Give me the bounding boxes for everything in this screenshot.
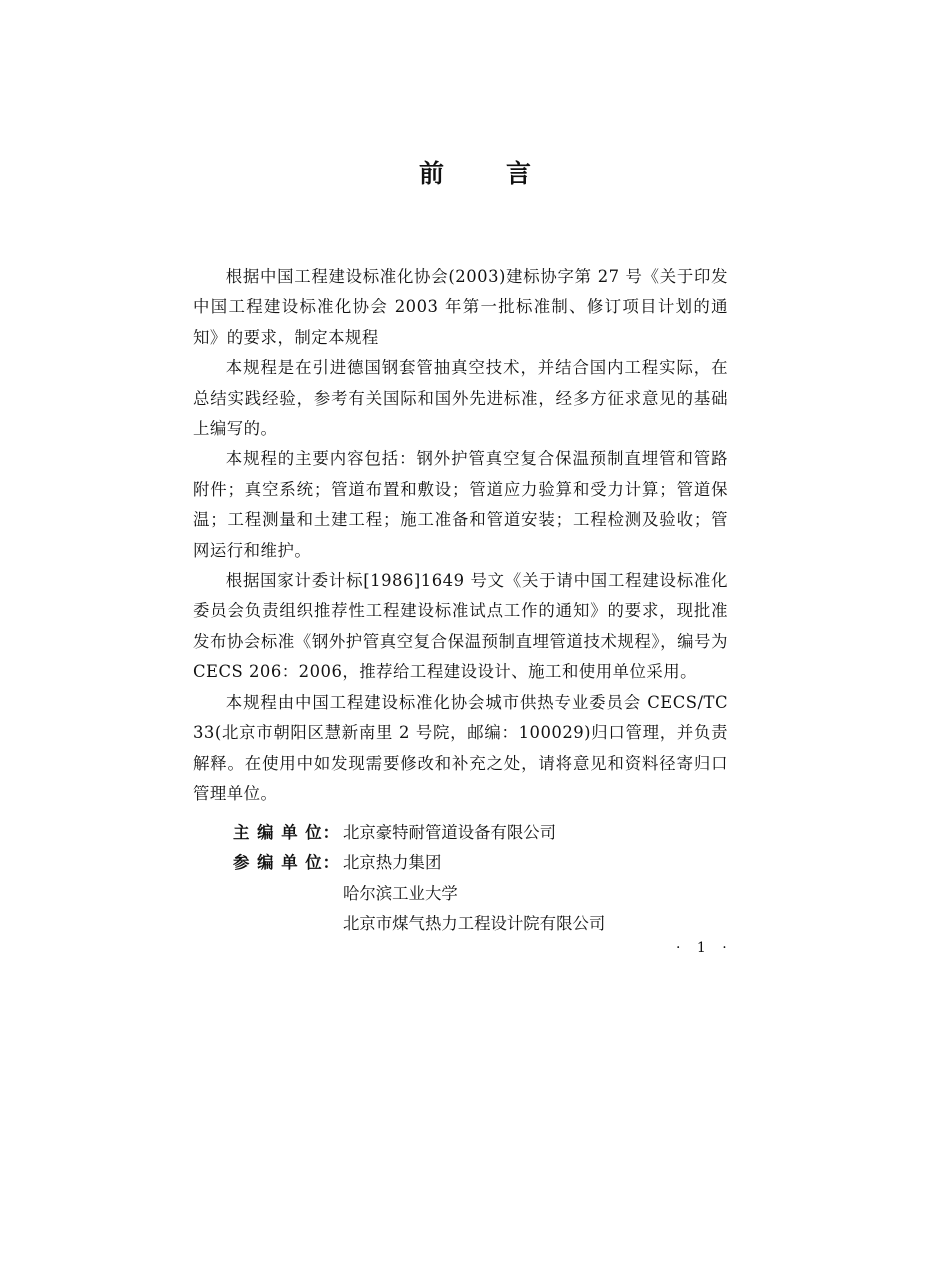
preface-body bbox=[193, 262, 728, 809]
chief-editor-name: 北京豪特耐管道设备有限公司 bbox=[343, 823, 557, 842]
paragraph-basis: 根据中国工程建设标准化协会(2003)建标协字第 27 号《关于印发中国工程建设标准化协会 2003 年第一批标准制、修订项目计划的通知》的要求，制定本规程 bbox=[193, 267, 728, 347]
participating-name: 北京市煤气热力工程设计院有限公司 bbox=[343, 914, 606, 934]
title-char-2: 言 bbox=[506, 159, 532, 188]
page-number: · 1 · bbox=[676, 940, 733, 956]
participating-row bbox=[233, 848, 605, 939]
paragraph-contents: 本规程的主要内容包括：钢外护管真空复合保温预制直埋管和管路附件；真空系统；管道布置和敷设；管道应力验算和受力计算；管道保温；工程测量和土建工程；施工准备和管道安装；工程检测及验收；管网运行和维护。 bbox=[193, 449, 728, 560]
participating-name: 北京热力集团 bbox=[343, 853, 442, 873]
page-title bbox=[0, 156, 950, 192]
paragraph-background: 本规程是在引进德国钢套管抽真空技术，并结合国内工程实际，在总结实践经验，参考有关国际和国外先进标准，经多方征求意见的基础上编写的。 bbox=[193, 358, 728, 439]
paragraph-management: 本规程由中国工程建设标准化协会城市供热专业委员会 CECS/TC 33(北京市朝阳区慧新南里 2 号院，邮编：100029)归口管理，并负责解释。在使用中如发现需要修改和补充之处，请将意见和资料径寄归口管理单位。 bbox=[193, 692, 728, 803]
paragraph-approval: 根据国家计委计标[1986]1649 号文《关于请中国工程建设标准化委员会负责组织推荐性工程建设标准试点工作的通知》的要求，现批准发布协会标准《钢外护管真空复合保温预制直埋管道技术规程》，编号为 CECS 206：2006，推荐给工程建设设计、施工和使用单位采用。 bbox=[193, 571, 728, 682]
organizations bbox=[233, 818, 605, 940]
participating-label: 参 编 单 位： bbox=[233, 853, 341, 873]
title-char-1: 前 bbox=[418, 159, 444, 188]
chief-editor-row bbox=[233, 818, 605, 848]
chief-editor-label: 主 编 单 位： bbox=[233, 823, 341, 842]
participating-name: 哈尔滨工业大学 bbox=[343, 883, 458, 903]
